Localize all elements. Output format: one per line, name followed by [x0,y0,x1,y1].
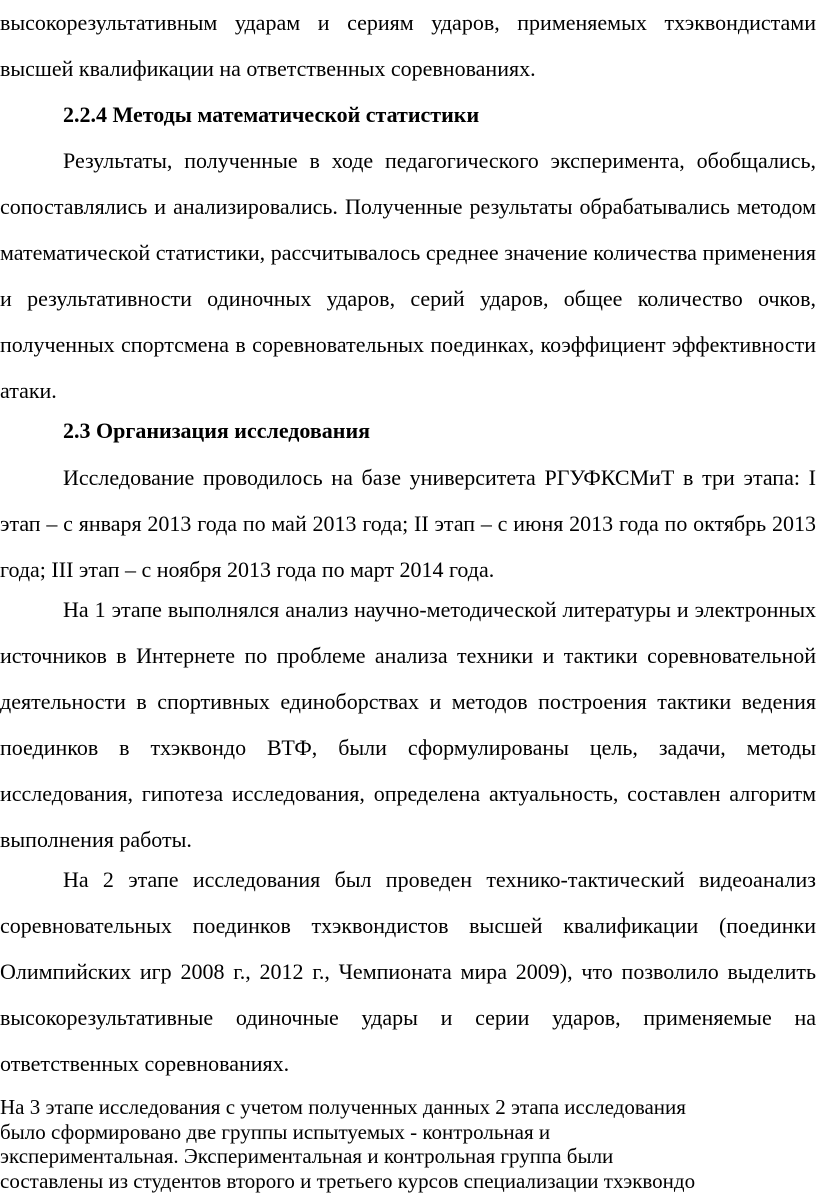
paragraph-stage-3-line: На 3 этапе исследования с учетом полученных данных 2 этапа исследования [0,1095,686,1119]
section-heading-2-3: 2.3 Организация исследования [63,418,371,443]
paragraph-statistics: Результаты, полученные в ходе педагогического эксперимента, обобщались, сопоставлялись и анализировались. Полученные результаты обрабатывались методом математической статистики, рассчитывалось среднее значение количества применения и результативности одиночных ударов, серий ударов, общее количество очков, полученных спортсмена в соревновательных поединках, коэффициент эффективности атаки. [0,148,816,403]
paragraph-stage-3 [0,1095,816,1193]
paragraph-stage-1: На 1 этапе выполнялся анализ научно-методической литературы и электронных источников в Интернете по проблеме анализа техники и тактики соревновательной деятельности в спортивных единоборствах и методов построения тактики ведения поединков в тхэквондо ВТФ, были сформулированы цель, задачи, методы исследования, гипотеза исследования, определена актуальность, составлен алгоритм выполнения работы. [0,597,816,852]
paragraph-organization: Исследование проводилось на базе университета РГУФКСМиТ в три этапа: I этап – с января 2013 года по май 2013 года; II этап – с июня 2013 года по октябрь 2013 года; III этап – с ноября 2013 года по март 2014 года. [0,465,816,582]
paragraph-stage-2: На 2 этапе исследования был проведен технико-тактический видеоанализ соревновательных поединков тхэквондистов высшей квалификации (поединки Олимпийских игр 2008 г., 2012 г., Чемпионата мира 2009), что позволило выделить высокорезультативные одиночные удары и серии ударов, применяемые на ответственных соревнованиях. [0,867,816,1076]
paragraph-stage-3-line: было сформировано две группы испытуемых - контрольная и [0,1119,551,1144]
paragraph-stage-3-line: составлены из студентов второго и третьего курсов специализации тхэквондо [0,1168,696,1193]
paragraph-continuation: высокорезультативным ударам и сериям ударов, применяемых тхэквондистами высшей квалификации на ответственных соревнованиях. [0,10,816,81]
paragraph-stage-3-line: экспериментальная. Экспериментальная и контрольная группа были [0,1144,614,1168]
section-heading-2-2-4: 2.2.4 Методы математической статистики [63,102,480,127]
